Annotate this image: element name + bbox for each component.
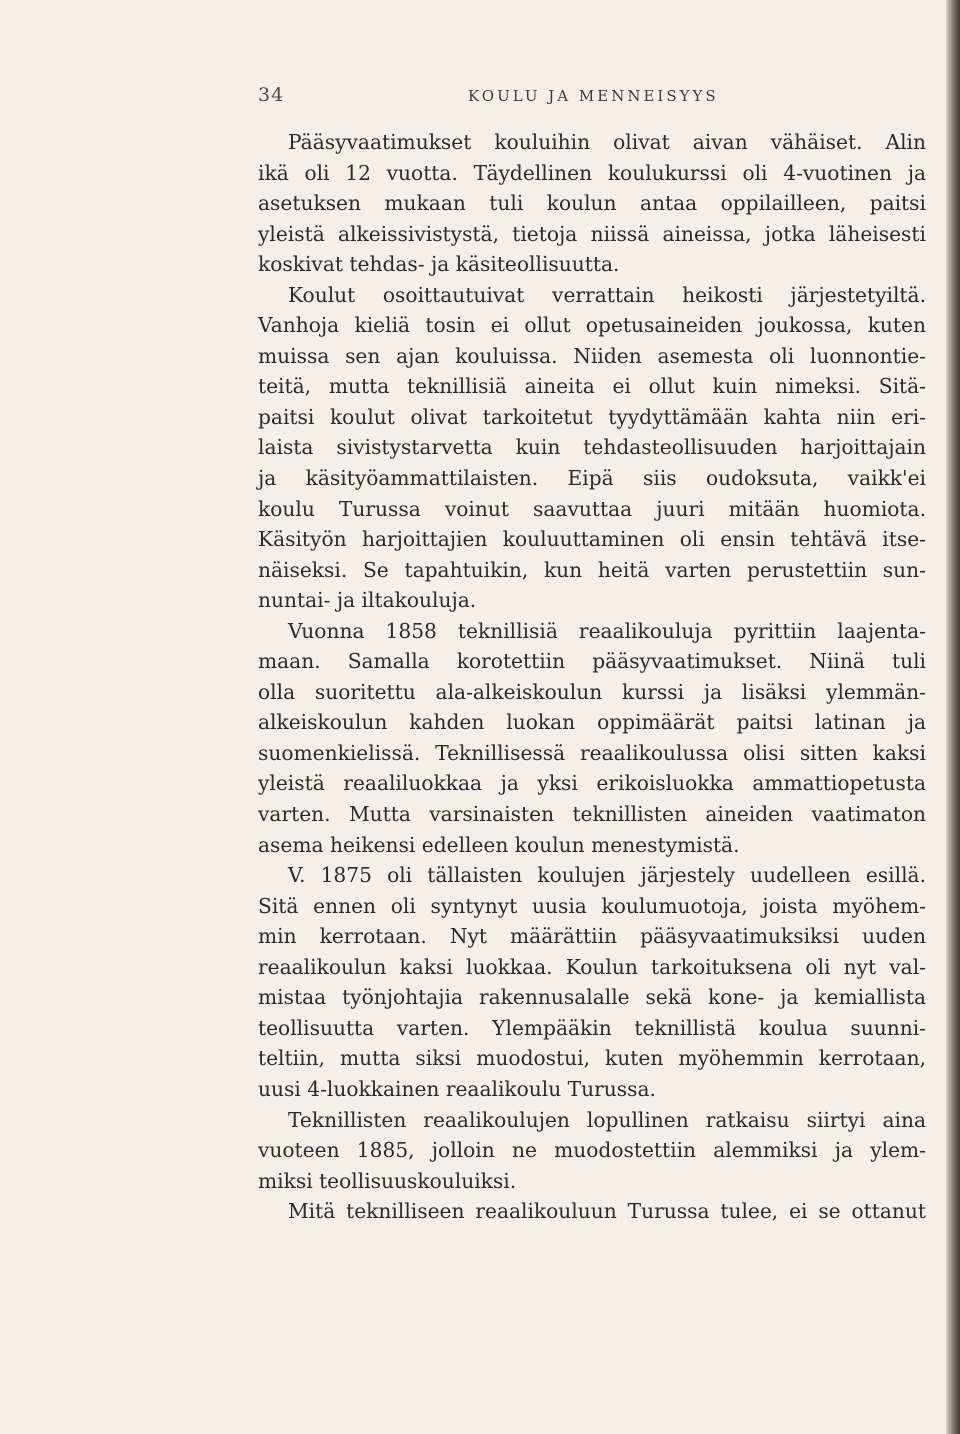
paragraph (258, 1196, 926, 1227)
text-line: teitä, mutta teknillisiä aineita ei ollut kuin nimeksi. Sitä- (258, 374, 926, 399)
text-line: teollisuutta varten. Ylempääkin teknillistä koulua suunni- (258, 1015, 926, 1040)
text-line: Pääsyvaatimukset kouluihin olivat aivan vähäiset. Alin (288, 130, 926, 154)
running-head: KOULU JA MENNEISYYS (468, 87, 719, 105)
text-line: teltiin, mutta siksi muodostui, kuten myöhemmin kerrotaan, (258, 1046, 926, 1071)
text-line: min kerrotaan. Nyt määrättiin pääsyvaatimuksiksi uuden (258, 924, 926, 949)
text-line: ikä oli 12 vuotta. Täydellinen koulukurssi oli 4-vuotinen ja (258, 160, 926, 185)
text-line: Vanhoja kieliä tosin ei ollut opetusaineiden joukossa, kuten (258, 313, 926, 338)
text-line: ja käsityöammattilaisten. Eipä siis oudoksuta, vaikk'ei (258, 466, 926, 491)
text-line: V. 1875 oli tällaisten koulujen järjestely uudelleen esillä. (288, 863, 926, 888)
text-line: uusi 4-luokkainen reaalikoulu Turussa. (258, 1076, 656, 1101)
text-line: reaalikoulun kaksi luokkaa. Koulun tarkoituksena oli nyt val- (258, 954, 926, 979)
paragraph (258, 127, 926, 280)
text-line: asetuksen mukaan tuli koulun antaa oppilailleen, paitsi (258, 191, 926, 216)
text-line: Teknillisten reaalikoulujen lopullinen ratkaisu siirtyi aina (288, 1107, 926, 1132)
text-line: Mitä teknilliseen reaalikouluun Turussa tulee, ei se ottanut (288, 1199, 926, 1224)
body-text (258, 127, 926, 1227)
page-binding-edge (946, 0, 960, 1434)
text-line: yleistä reaaliluokkaa ja yksi erikoisluokka ammattiopetusta (258, 771, 926, 796)
paragraph (258, 860, 926, 1104)
paragraph (258, 280, 926, 616)
text-line: Vuonna 1858 teknillisiä reaalikouluja pyrittiin laajenta- (288, 618, 926, 643)
text-line: suomenkielissä. Teknillisessä reaalikoulussa olisi sitten kaksi (258, 740, 926, 765)
text-line: näiseksi. Se tapahtuikin, kun heitä varten perustettiin sun- (258, 557, 926, 582)
page-number: 34 (258, 84, 285, 106)
text-line: koskivat tehdas- ja käsiteollisuutta. (258, 252, 620, 277)
text-line: asema heikensi edelleen koulun menestymistä. (258, 832, 740, 857)
text-line: mistaa työnjohtajia rakennusalalle sekä kone- ja kemiallista (258, 985, 926, 1010)
text-line: miksi teollisuuskouluiksi. (258, 1168, 517, 1193)
text-line: paitsi koulut olivat tarkoitetut tyydyttämään kahta niin eri- (258, 404, 926, 429)
text-line: Koulut osoittautuivat verrattain heikosti järjestetyiltä. (288, 282, 926, 307)
text-line: Sitä ennen oli syntynyt uusia koulumuotoja, joista myöhem- (258, 893, 926, 918)
text-line: Käsityön harjoittajien kouluuttaminen oli ensin tehtävä itse- (258, 527, 926, 552)
text-line: vuoteen 1885, jolloin ne muodostettiin alemmiksi ja ylem- (258, 1138, 926, 1163)
text-line: varten. Mutta varsinaisten teknillisten aineiden vaatimaton (258, 802, 926, 827)
text-line: alkeiskoulun kahden luokan oppimäärät paitsi latinan ja (258, 710, 926, 735)
text-line: yleistä alkeissivistystä, tietoja niissä aineissa, jotka läheisesti (258, 221, 926, 246)
text-line: muissa sen ajan kouluissa. Niiden asemesta oli luonnontie- (258, 343, 926, 368)
page-header (258, 84, 926, 110)
text-line: koulu Turussa voinut saavuttaa juuri mitään huomiota. (258, 496, 926, 521)
text-line: maan. Samalla korotettiin pääsyvaatimukset. Niinä tuli (258, 649, 926, 674)
text-line: olla suoritettu ala-alkeiskoulun kurssi ja lisäksi ylemmän- (258, 679, 926, 704)
paragraph (258, 1105, 926, 1197)
text-line: laista sivistystarvetta kuin tehdasteollisuuden harjoittajain (258, 435, 926, 460)
paragraph (258, 616, 926, 860)
text-line: nuntai- ja iltakouluja. (258, 588, 477, 613)
